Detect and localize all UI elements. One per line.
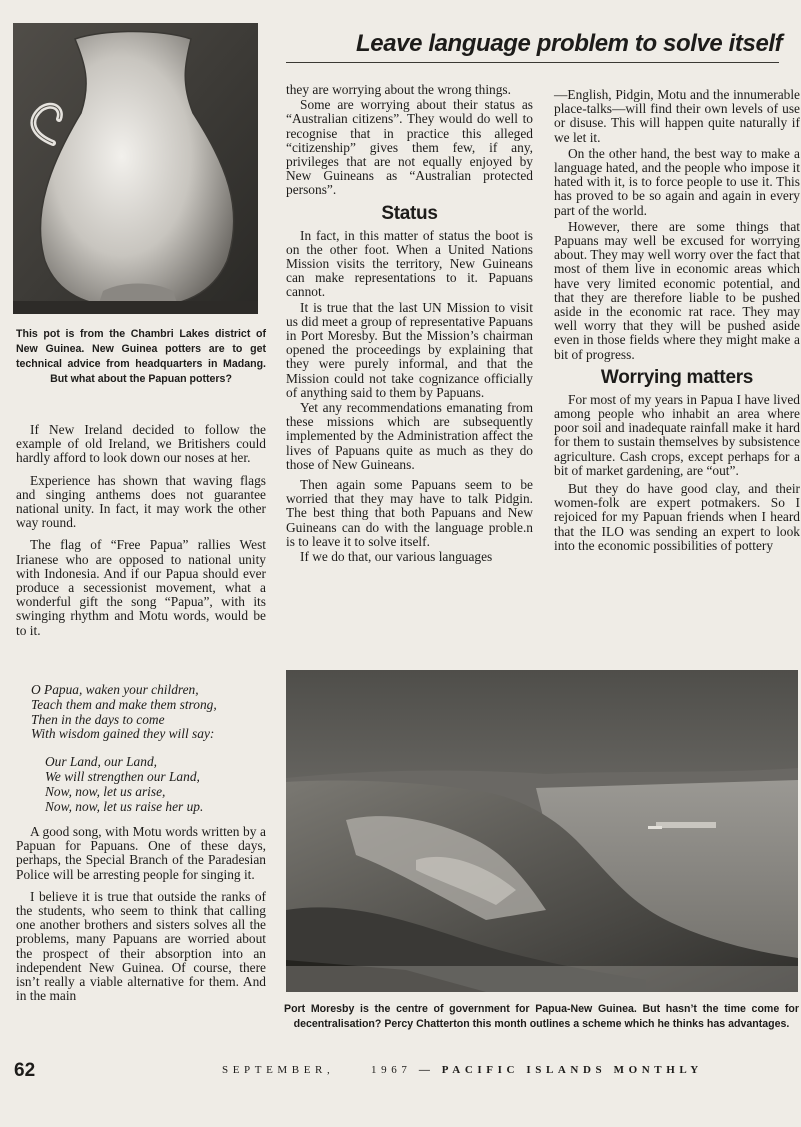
paragraph: —English, Pidgin, Motu and the innumerable place-talks—will find their own levels of use or disuse. This will happen quite naturally if we let it. <box>554 87 800 145</box>
left-column-continued <box>16 825 266 1003</box>
footer-month: SEPTEMBER, <box>222 1064 335 1076</box>
pot-photo <box>13 23 258 314</box>
paragraph: The flag of “Free Papua” rallies West Irianese who are opposed to national unity with Indonesia. And if our Papua should ever produce a secessionist movement, what a wonderful gift the song “Papua”, with its swinging rhythm and Motu words, would be to it. <box>16 537 266 638</box>
paragraph: Experience has shown that waving flags and singing anthems does not guarantee national unity. In fact, it may work the other way round. <box>16 472 266 531</box>
poem-line: Our Land, our Land, <box>45 754 157 770</box>
paragraph: Yet any recommendations emanating from these missions which are subsequently implemented by the Administration affect the lives of Papuans quite as much as they do those of New Guineans. <box>286 400 533 472</box>
paragraph: If we do that, our various languages <box>300 549 493 565</box>
port-moresby-photo <box>286 670 798 992</box>
poem-line: Then in the days to come <box>31 711 165 727</box>
paragraph: In fact, in this matter of status the boot is on the other foot. When a United Nations Mission visits the territory, New Guineans can make representations to it. Papuans cannot. <box>286 227 533 300</box>
paragraph: But they do have good clay, and their women-folk are expert potmakers. So I rejoiced for my Papuan friends when I heard that the ILO was sending an expert to look into the economic possibilities of pottery <box>554 481 800 553</box>
footer-magazine: PACIFIC ISLANDS MONTHLY <box>441 1064 703 1076</box>
paragraph: If New Ireland decided to follow the example of old Ireland, we Britishers could hardly afford to look down our noses at her. <box>16 422 266 466</box>
poem-line: Now, now, let us arise, <box>45 783 166 799</box>
left-column <box>16 423 266 638</box>
paragraph: It is true that the last UN Mission to visit us did meet a group of representative Papuans in Port Moresby. But the Mission’s chairman opened the proceedings by explaining that they were purely informal, and that the Mission could not take cognizance officially of anything said to them by Papuans. <box>286 299 533 400</box>
anthem-poem <box>31 683 271 814</box>
poem-line: We will strengthen our Land, <box>45 768 200 784</box>
footer-dash: — <box>418 1064 435 1076</box>
poem-line: With wisdom gained they will say: <box>31 726 215 742</box>
poem-line: Teach them and make them strong, <box>31 696 217 712</box>
paragraph: I believe it is true that outside the ranks of the students, who seem to think that calling one another brothers and sisters solves all the problems, many Papuans are worried about the prospect of their absorption into an independent New Guinea. Of course, there isn’t really a viable alternative for them. And in the main <box>16 888 266 1004</box>
poem-line: Now, now, let us raise her up. <box>45 798 204 814</box>
middle-column <box>286 83 533 564</box>
footer-year: 1967 <box>371 1064 412 1076</box>
paragraph: However, there are some things that Papuans may well be excused for worrying about. They may well worry over the fact that most of them live in economic areas which have very limited economic potential, and that they are therefore liable to be pushed aside in the economic rat race. They may well worry that they will be pushed aside even in those fields where they might make a bit of progress. <box>554 218 800 362</box>
pot-photo-caption: This pot is from the Chambri Lakes district of New Guinea. New Guinea potters are to get technical advice from headquarters in Madang. But what about the Papuan potters? <box>16 328 266 385</box>
headline-rule <box>286 62 779 63</box>
page-number: 62 <box>14 1060 36 1081</box>
right-column <box>554 88 800 553</box>
port-moresby-caption: Port Moresby is the centre of government for Papua-New Guinea. But hasn’t the time come for decentralisation? Percy Chatterton this month outlines a scheme which he thinks has advantages. <box>284 1003 799 1030</box>
poem-line: O Papua, waken your children, <box>31 682 199 697</box>
subhead-status: Status <box>381 202 438 224</box>
paragraph: A good song, with Motu words written by a Papuan for Papuans. One of these days, perhaps, the Special Branch of the Paradesian Police will be arresting people for singing it. <box>16 824 266 882</box>
paragraph: Some are worrying about their status as “Australian citizens”. They would do well to recognise that in practice this alleged “citizenship” gives them few, if any, privileges that are not equally enjoyed by New Guineans as “Australian protected persons”. <box>286 97 533 198</box>
paragraph: Then again some Papuans seem to be worried that they may have to talk Pidgin. The best thing that both Papuans and New Guineans can do with the language proble.n is to leave it to solve itself. <box>286 477 533 549</box>
paragraph: For most of my years in Papua I have lived among people who inhabit an area where poor soil and inadequate rainfall make it hard for them to sustain themselves by subsistence agriculture. Cash crops, except perhaps for a bit of market gardening, are “out”. <box>554 391 800 478</box>
subhead-worrying-matters: Worrying matters <box>600 366 754 388</box>
footer-line <box>222 1064 800 1076</box>
headline: Leave language problem to solve itself <box>356 30 783 57</box>
paragraph: On the other hand, the best way to make a language hated, and the people who impose it hated with it, is to force people to use it. This has proved to be so again and again in every part of the world. <box>554 145 800 218</box>
paragraph: they are worrying about the wrong things. <box>286 82 511 97</box>
